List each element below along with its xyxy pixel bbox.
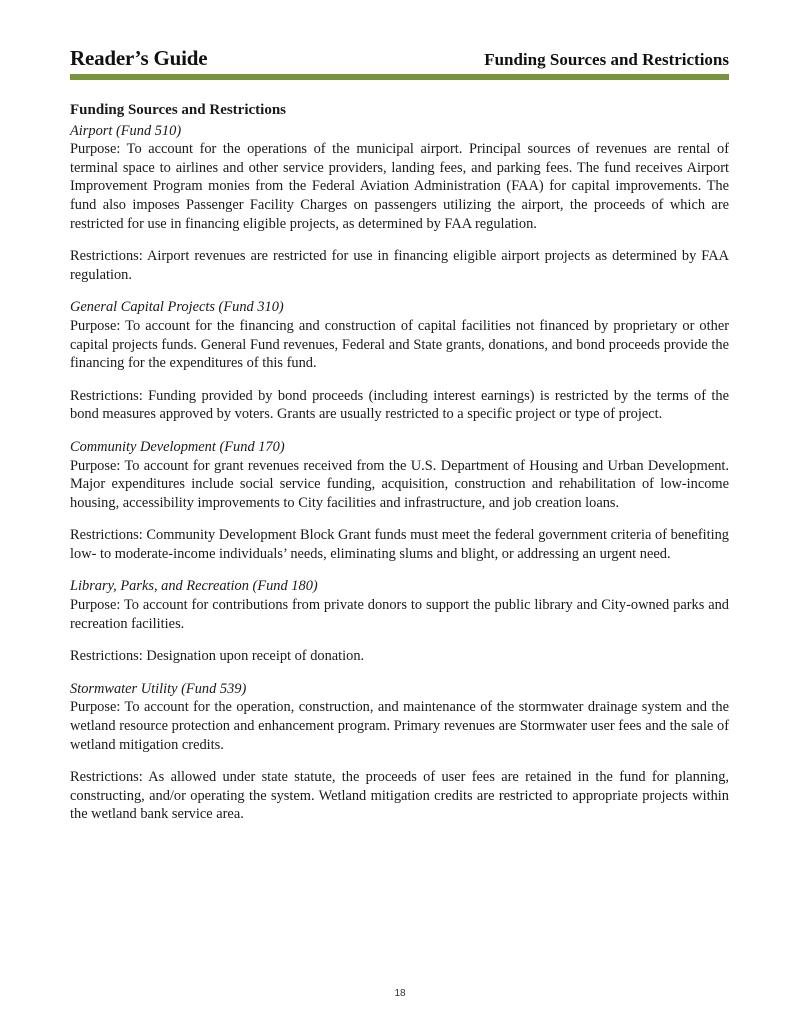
fund-airport: [70, 122, 729, 285]
fund-name: Community Development (Fund 170): [70, 438, 285, 455]
fund-restrictions: Restrictions: Funding provided by bond proceeds (including interest earnings) is restricted by the terms of the bond measures approved by voters. Grants are usually restricted to a specific project or type of project.: [70, 387, 729, 423]
fund-name: Airport (Fund 510): [70, 122, 182, 139]
fund-restrictions: Restrictions: Airport revenues are restricted for use in financing eligible airport projects as determined by FAA regulation.: [70, 248, 729, 283]
fund-name: General Capital Projects (Fund 310): [70, 299, 284, 316]
fund-purpose: Purpose: To account for contributions from private donors to support the public library and City-owned parks and recreation facilities.: [70, 597, 729, 632]
fund-library-parks-recreation: [70, 577, 729, 665]
section-title: Funding Sources and Restrictions: [70, 102, 287, 118]
page-number: 18: [394, 988, 406, 999]
fund-stormwater-utility: [70, 680, 729, 824]
header-left-title: Reader’s Guide: [70, 46, 208, 70]
page-content: [70, 101, 729, 824]
header-right-title: Funding Sources and Restrictions: [484, 50, 729, 69]
fund-purpose: Purpose: To account for the operations of the municipal airport. Principal sources of revenues are rental of terminal space to airlines and other service providers, landing fees, and parking fees. The fund receives Airport Improvement Program monies from the Federal Aviation Administration (FAA) for capital improvements. The fund also imposes Passenger Facility Charges on passengers utilizing the airport, the proceeds of which are restricted for use in financing eligible projects, as determined by FAA regulation.: [70, 141, 729, 232]
fund-restrictions: Restrictions: Designation upon receipt of donation.: [70, 648, 365, 665]
fund-general-capital-projects: [70, 298, 729, 424]
fund-purpose: Purpose: To account for the financing and construction of capital facilities not financed by proprietary or other capital projects funds. General Fund revenues, Federal and State grants, donations, and bond proceeds provide the financing for the expenditures of this fund.: [70, 317, 729, 372]
page-header: [70, 46, 729, 74]
fund-purpose: Purpose: To account for the operation, construction, and maintenance of the stormwater drainage system and the wetland resource protection and enhancement program. Primary revenues are Stormwater user fees and the sale of wetland mitigation credits.: [70, 699, 729, 753]
fund-restrictions: Restrictions: Community Development Block Grant funds must meet the federal government criteria of benefiting low- to moderate-income individuals’ needs, eliminating slums and blight, or addressing an urgent need.: [70, 527, 729, 562]
fund-community-development: [70, 438, 729, 564]
fund-name: Library, Parks, and Recreation (Fund 180): [70, 578, 318, 595]
header-divider-rule: [70, 74, 729, 80]
fund-purpose: Purpose: To account for grant revenues received from the U.S. Department of Housing and Urban Development. Major expenditures include social service funding, acquisition, construction and rehabilitation of low-income housing, accessibility improvements to City facilities and infrastructure, and job creation loans.: [70, 457, 729, 511]
fund-restrictions: Restrictions: As allowed under state statute, the proceeds of user fees are retained in the fund for planning, constructing, and/or operating the system. Wetland mitigation credits are restricted to appropriate projects within the wetland bank service area.: [70, 769, 729, 823]
fund-name: Stormwater Utility (Fund 539): [70, 680, 247, 697]
